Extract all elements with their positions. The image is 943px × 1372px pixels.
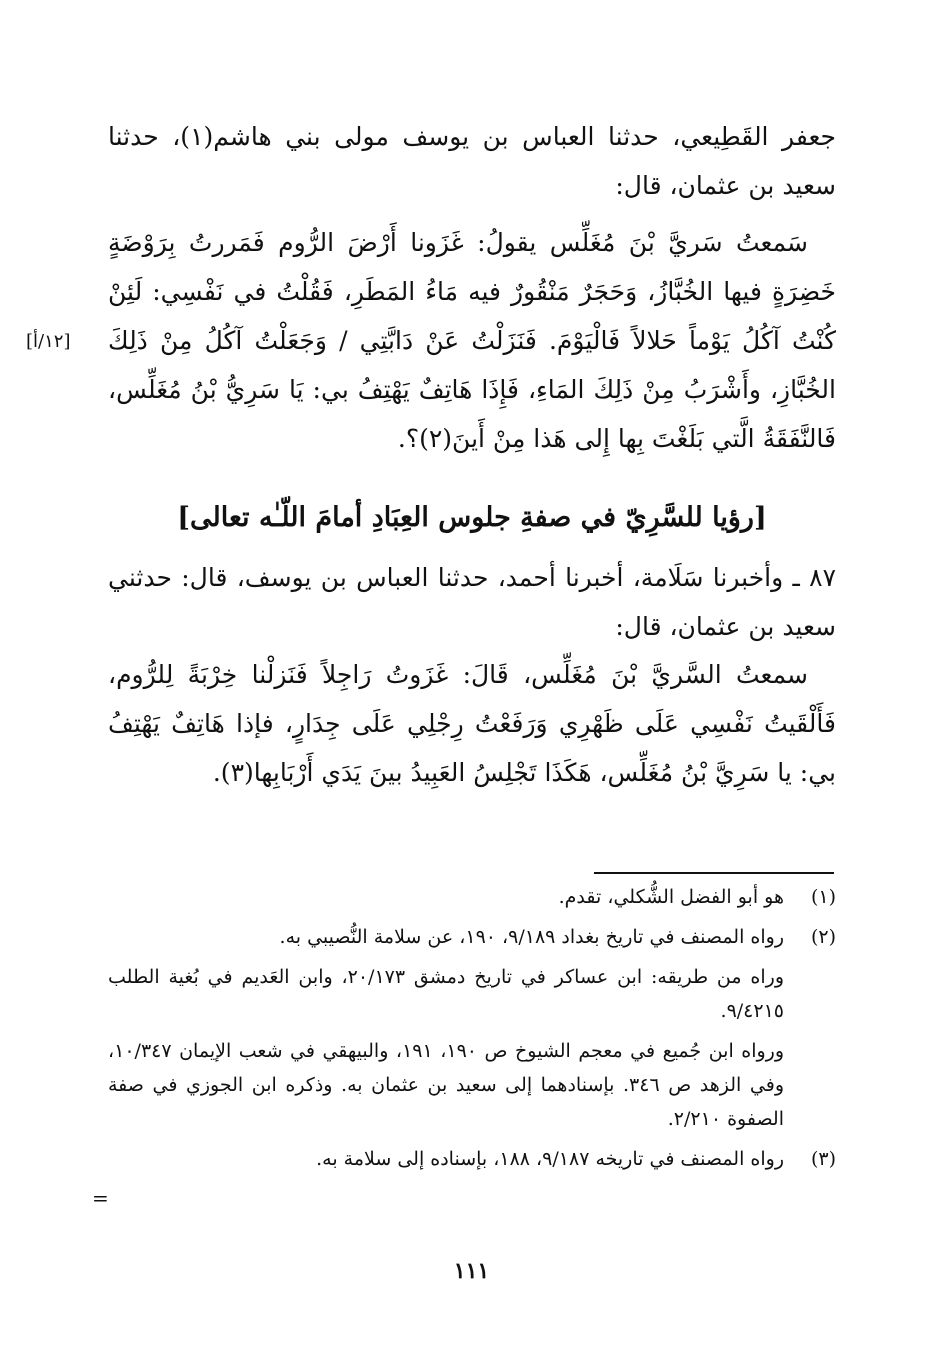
- footnote-separator: [594, 872, 834, 874]
- continuation-mark: =: [92, 1186, 109, 1210]
- footnote-line: رواه المصنف في تاريخ بغداد ٩/١٨٩، ١٩٠، عن سلامة النُّصيبي به.: [279, 926, 784, 948]
- footnote-number: (٢): [810, 926, 836, 948]
- paragraph-2: سَمعتُ سَريَّ بْنَ مُغَلِّس يقولُ: غَزَونا أَرْضَ الرُّوم فَمَررتُ بِرَوْضَةٍ خَضِرَةٍ فيها الخُبَّازُ، وَحَجَرٌ مَنْقُورٌ فيه مَاءُ المَطَرِ، فَقُلْتُ في نَفْسِي: لَئِنْ كُنْتُ آكُلُ يَوْماً حَلالاً فَالْيَوْمَ. فَنَزَلْتُ عَنْ دَابَّتِي / وَجَعَلْتُ آكُلُ مِنْ ذَلِكَ الخُبَّازِ، وأَشْرَبُ مِنْ ذَلِكَ المَاءِ، فَإِذَا هَاتِفٌ يَهْتِفُ بي: يَا سَرِيُّ بْنُ مُغَلِّس، فَالنَّفَقَةُ الَّتي بَلَغْتَ بِها إِلى هَذا مِنْ أَينَ(٢)؟.: [108, 228, 836, 453]
- footnote-2: [108, 920, 836, 1136]
- page-number: ١١١: [453, 1258, 490, 1284]
- section-heading: [رؤيا للسَّرِيّ في صفةِ جلوس العِبَادِ أمامَ اللّـٰه تعالى]: [177, 502, 767, 533]
- footnote-number: (١): [810, 886, 836, 908]
- footnote-line: ورواه ابن جُميع في معجم الشيوخ ص ١٩٠، ١٩١، والبيهقي في شعب الإيمان ١٠/٣٤٧، وفي الزهد ص ٣٤٦. بإسنادهما إلى سعيد بن عثمان به. وذكره ابن الجوزي في صفة الصفوة ٢/٢١٠.: [108, 1040, 785, 1130]
- footnote-3: [108, 1142, 836, 1176]
- footnote-line: وراه من طريقه: ابن عساكر في تاريخ دمشق ٢٠/١٧٣، وابن العَديم في بُغية الطلب ٩/٤٢١٥.: [108, 966, 784, 1022]
- footnote-line: رواه المصنف في تاريخه ٩/١٨٧، ١٨٨، بإسناده إلى سلامة به.: [316, 1148, 784, 1170]
- paragraph-3: ٨٧ ـ وأخبرنا سَلَامة، أخبرنا أحمد، حدثنا العباس بن يوسف، قال: حدثني سعيد بن عثمان، قال:: [108, 563, 836, 641]
- paragraph-4: سمعتُ السَّريَّ بْنَ مُغَلِّس، قَالَ: غَزَوتُ رَاجِلاً فَنَزلْنا خِرْبَةً لِلرُّوم، فَأَلْقَيتُ نَفْسِي عَلَى ظَهْرِي وَرَفَعْتُ رِجْلِي عَلَى جِدَارٍ، فإذا هَاتِفٌ يَهْتِفُ بي: يا سَرِيَّ بْنُ مُغَلِّس، هَكَذَا تَجْلِسُ العَبِيدُ بينَ يَدَي أَرْبَابِها(٣).: [108, 660, 836, 787]
- paragraph-1: جعفر القَطِيعي، حدثنا العباس بن يوسف مولى بني هاشم(١)، حدثنا سعيد بن عثمان، قال:: [108, 122, 837, 200]
- footnote-line: هو أبو الفضل الشُّكلي، تقدم.: [558, 886, 784, 908]
- manuscript-folio-marker: [١٢/أ]: [26, 331, 71, 352]
- footnotes: [108, 880, 836, 1176]
- footnote-1: [108, 880, 836, 914]
- footnote-number: (٣): [810, 1148, 836, 1170]
